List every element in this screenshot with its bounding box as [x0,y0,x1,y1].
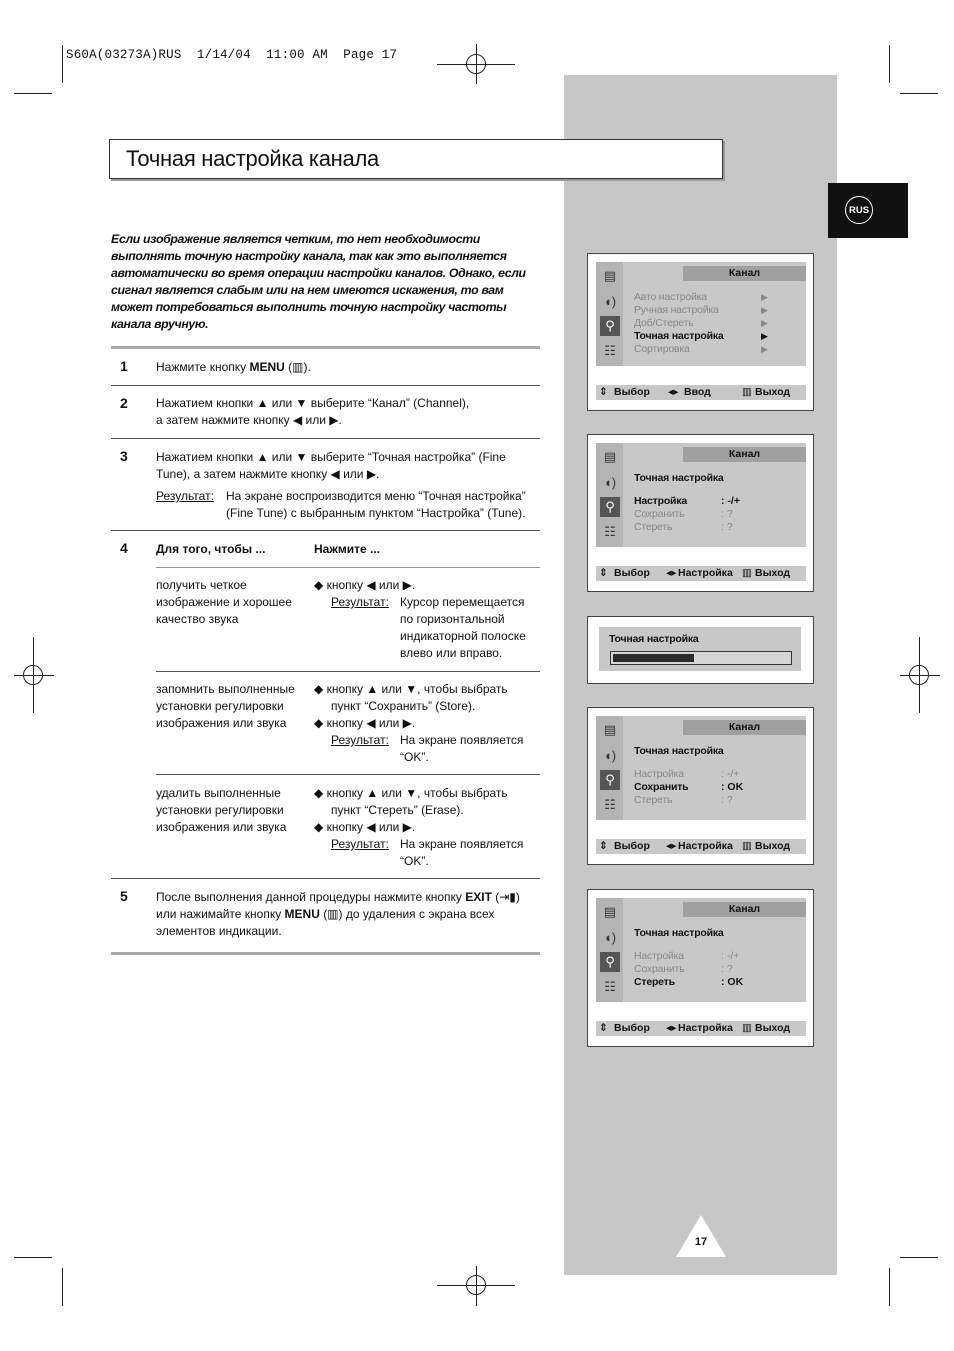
step-number: 1 [120,358,128,374]
arrow-right-icon: ▶ [761,331,768,341]
osd-item: Настройка [634,768,684,780]
table-row-press: ◆ кнопку ◀ или ▶. [314,578,416,592]
arrow-right-icon: ▶ [761,318,768,328]
menu-icon: ▥ [742,1022,752,1034]
result-label: Результат: [331,837,389,851]
osd-value: : ? [721,963,733,975]
registration-mark [466,54,486,74]
divider [156,567,540,568]
step-number: 2 [120,395,128,411]
osd-item-active: Стереть [634,976,675,988]
updown-icon: ⇕ [599,840,608,852]
leftright-icon: ◂▸ [666,1022,677,1034]
tuning-slider-fill [613,654,694,662]
osd-tuning-bar [587,616,814,684]
osd-label: Точная настройка [609,633,699,645]
osd-item-active: Настройка [634,495,687,507]
step-5-text: После выполнения данной процедуры нажмите кнопку EXIT (⇥▮) или нажимайте кнопку MENU (▥) до удаления с экрана всех элементов индикации. [156,890,520,938]
osd-item: Ручная настройка [634,304,719,316]
osd-item-active: Сохранить [634,781,689,793]
osd-item: Настройка [634,950,684,962]
picture-icon: ▤ [603,904,617,919]
crop-mark [889,1268,890,1306]
osd-header: Канал [683,902,806,917]
updown-icon: ⇕ [599,1022,608,1034]
setup-icon: ☷ [604,979,616,994]
divider [156,671,540,672]
crop-mark [62,1268,63,1306]
arrow-right-icon: ▶ [761,305,768,315]
osd-channel-menu [587,253,814,411]
osd-subtitle: Точная настройка [634,745,724,757]
osd-item: Стереть [634,521,673,533]
osd-value: : -/+ [721,495,740,507]
picture-icon: ▤ [603,722,617,737]
updown-icon: ⇕ [599,567,608,579]
osd-erase-menu [587,889,814,1047]
crop-mark [900,93,938,94]
table-row-press: ◆ кнопку ▲ или ▼, чтобы выбрать пункт “Сохранить” (Store). ◆ кнопку ◀ или ▶. [314,682,508,730]
step-3-text: Нажатием кнопки ▲ или ▼ выберите “Точная настройка” (Fine Tune), а затем нажмите кнопку ◀ или ▶. [156,450,506,481]
osd-subtitle: Точная настройка [634,472,724,484]
osd-item: Доб/Стереть [634,317,694,329]
page-number: 17 [694,1236,708,1248]
osd-footer: ⇕ Выбор ◂▸ Настройка ▥ Выход [596,839,806,854]
leftright-icon: ◂▸ [666,840,677,852]
channel-icon: ⚲ [600,497,620,517]
column-header-press: Нажмите ... [314,542,380,556]
sound-icon: ◖) [603,293,617,309]
osd-header: Канал [683,266,806,281]
step-number: 3 [120,448,128,464]
result-label: Результат: [331,595,389,609]
osd-footer: ⇕ Выбор ◂▸ Ввод ▥ Выход [596,385,806,400]
table-row-result: Курсор перемещается по горизонтальной индикаторной полоске влево или вправо. [400,595,526,660]
registration-mark [23,665,43,685]
osd-value: : ? [721,521,733,533]
table-row-purpose: удалить выполненные установки регулировки изображения или звука [156,786,287,834]
osd-store-menu [587,707,814,865]
osd-value: : ? [721,508,733,520]
title-box [109,139,723,179]
step-1-text: Нажмите кнопку MENU (▥). [156,360,311,374]
registration-mark [909,665,929,685]
result-label: Результат: [156,489,214,503]
osd-value: : -/+ [721,768,740,780]
osd-item-active: Точная настройка [634,330,724,342]
table-row-purpose: запомнить выполненные установки регулировки изображения или звука [156,682,295,730]
osd-value: : -/+ [721,950,740,962]
osd-item: Сохранить [634,508,685,520]
registration-mark [466,1275,486,1295]
crop-mark [900,1257,938,1258]
channel-icon: ⚲ [600,952,620,972]
osd-fine-tune-menu [587,434,814,592]
picture-icon: ▤ [603,268,617,283]
menu-icon: ▥ [742,567,752,579]
divider [111,952,540,955]
leftright-icon: ◂▸ [666,567,677,579]
divider [111,438,540,439]
setup-icon: ☷ [604,524,616,539]
channel-icon: ⚲ [600,770,620,790]
page-title: Точная настройка канала [126,146,379,171]
step-number: 5 [120,888,128,904]
osd-value: : OK [721,781,744,793]
setup-icon: ☷ [604,797,616,812]
table-row-press: ◆ кнопку ▲ или ▼, чтобы выбрать пункт “Стереть” (Erase). ◆ кнопку ◀ или ▶. [314,786,508,834]
table-row-purpose: получить четкое изображение и хорошее качество звука [156,578,292,626]
osd-value: : OK [721,976,744,988]
table-row-result: На экране появляется “OK”. [400,733,524,764]
arrow-right-icon: ▶ [761,292,768,302]
osd-item: Сохранить [634,963,685,975]
step-3-result: На экране воспроизводится меню “Точная настройка” (Fine Tune) с выбранным пунктом “Настройка” (Tune). [226,489,526,520]
crop-mark [889,45,890,83]
language-tab [828,183,908,238]
osd-footer: ⇕ Выбор ◂▸ Настройка ▥ Выход [596,1021,806,1036]
intro-text: Если изображение является четким, то нет необходимости выполнять точную настройку канала, так как это выполняется автоматически во время операции настройки каналов. Однако, если сигнал является слабым или на нем имеются искажения, то вам может потребоваться выполнить точную настройку частоты канала вручную. [111,232,526,331]
column-header-purpose: Для того, чтобы ... [156,542,266,556]
menu-icon: ▥ [742,386,752,398]
arrow-right-icon: ▶ [761,344,768,354]
updown-icon: ⇕ [599,386,608,398]
sound-icon: ◖) [603,747,617,763]
print-header: S60A(03273A)RUS 1/14/04 11:00 AM Page 17 [66,48,398,62]
setup-icon: ☷ [604,343,616,358]
crop-mark [14,1257,52,1258]
divider [156,774,540,775]
result-label: Результат: [331,733,389,747]
leftright-icon: ◂▸ [668,386,679,398]
divider [111,878,540,879]
osd-value: : ? [721,794,733,806]
menu-icon: ▥ [742,840,752,852]
osd-header: Канал [683,720,806,735]
crop-mark [62,45,63,83]
divider [111,385,540,386]
language-badge: RUS [845,196,873,224]
channel-icon: ⚲ [600,316,620,336]
osd-header: Канал [683,447,806,462]
osd-item: Стереть [634,794,673,806]
osd-footer: ⇕ Выбор ◂▸ Настройка ▥ Выход [596,566,806,581]
crop-mark [14,93,52,94]
sound-icon: ◖) [603,929,617,945]
table-row-result: На экране появляется “OK”. [400,837,524,868]
tuning-slider[interactable] [610,651,792,665]
divider [111,530,540,531]
osd-subtitle: Точная настройка [634,927,724,939]
divider [111,346,540,349]
osd-item: Авто настройка [634,291,707,303]
sound-icon: ◖) [603,474,617,490]
step-2-text: Нажатием кнопки ▲ или ▼ выберите “Канал” (Channel), а затем нажмите кнопку ◀ или ▶. [156,396,470,427]
picture-icon: ▤ [603,449,617,464]
osd-item: Сортировка [634,343,690,355]
step-number: 4 [120,540,128,556]
